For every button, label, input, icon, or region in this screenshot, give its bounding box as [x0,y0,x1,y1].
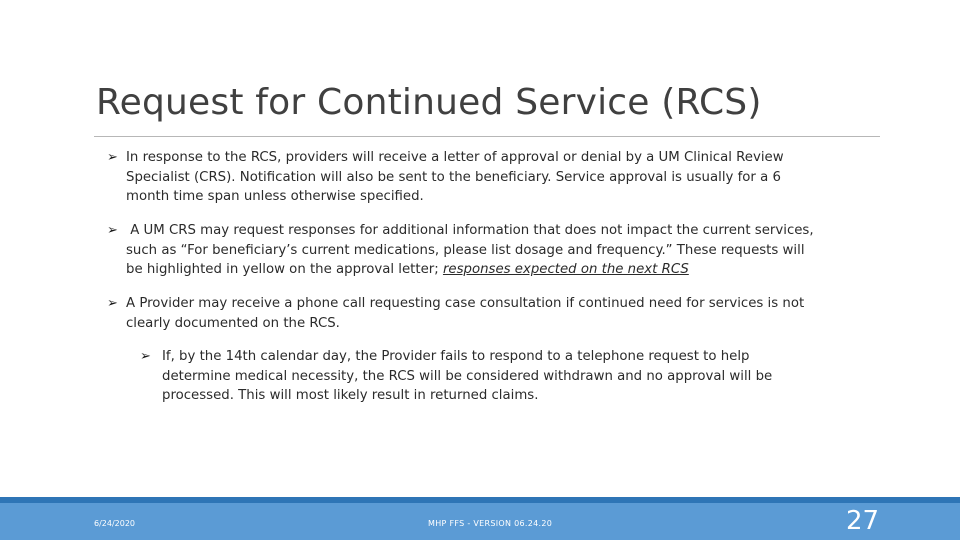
bullet-2-emphasis: responses expected on the next RCS [442,262,689,277]
bullet-3-line-1: A Provider may receive a phone call requesting case consultation if continued need for services is not [126,296,805,311]
footer-band-top [0,497,960,503]
footer-date: 6/24/2020 [94,519,136,528]
slide-title: Request for Continued Service (RCS) [96,82,762,123]
bullet-3-line-2: clearly documented on the RCS. [126,315,340,331]
bullet-4-line-2: determine medical necessity, the RCS will be considered withdrawn and no approval will be [162,368,773,384]
arrow-bullet-icon: ➢ [107,150,118,165]
footer-version: MHP FFS - VERSION 06.24.20 [428,519,553,528]
arrow-bullet-icon: ➢ [107,296,118,311]
bullet-2-line-3 [126,260,814,280]
bullet-item-2 [107,221,887,281]
bullet-item-1 [107,148,887,208]
bullet-2-line-3-text: be highlighted in yellow on the approval letter; [126,262,443,277]
slide-number: 27 [846,506,880,536]
arrow-bullet-icon: ➢ [140,349,151,364]
bullet-2-line-2: such as “For beneficiary’s current medications, please list dosage and frequency.” These requests will [126,242,805,258]
bullet-item-4 [140,347,860,407]
arrow-bullet-icon: ➢ [107,223,118,238]
bullet-4-line-3: processed. This will most likely result in returned claims. [162,388,539,403]
bullet-item-3 [107,294,887,334]
bullet-1-line-2: Specialist (CRS). Notification will also be sent to the beneficiary. Service approval is usually for a 6 [126,169,781,185]
bullet-1-line-1: In response to the RCS, providers will receive a letter of approval or denial by a UM Clinical Review [126,150,784,165]
bullet-4-line-1: If, by the 14th calendar day, the Provider fails to respond to a telephone request to help [162,349,750,364]
bullet-1-line-3: month time span unless otherwise specified. [126,189,424,204]
bullet-2-line-1: A UM CRS may request responses for additional information that does not impact the current services, [126,223,814,238]
title-divider [94,136,880,137]
